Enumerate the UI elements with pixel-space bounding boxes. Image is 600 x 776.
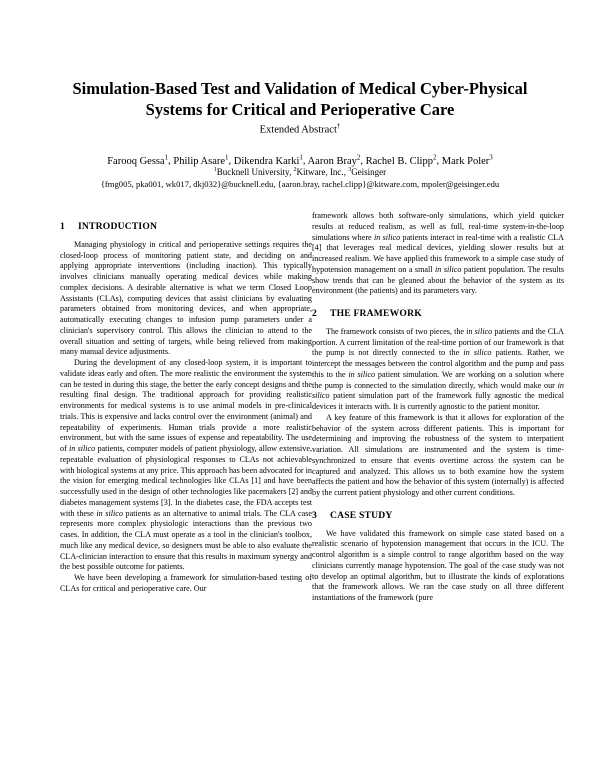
affiliation: Kitware, Inc. (296, 167, 344, 177)
paper-subtitle (40, 122, 560, 136)
author: Philip Asare$^1$ (173, 153, 229, 167)
author-list: Farooq Gessa$^1$, Philip Asare$^1$, Dikendra Karki$^1$, Aaron Bray$^2$, Rachel B. Clipp$^2$, Mark Poler$^3$ (107, 153, 493, 167)
title-line-2: Systems for Critical and Perioperative Care (145, 100, 455, 119)
section-heading-case-study: 3 CASE STUDY (312, 509, 393, 521)
author: Aaron Bray$^2$ (307, 153, 361, 167)
title-line-1: Simulation-Based Test and Validation of Medical Cyber-Physical (72, 79, 528, 98)
framework-paragraph-2: A key feature of this framework is that it allows for exploration of the behavior of the system across different patients. This is important for determining and improving the robustness of the system to interpatient variation. All simulations are instrumented and the system is time-synchronized to ensure that events overtime across the system can be captured and analyzed. This allows us to both examine how the system affects the patient and how the behavior of this system (internally) is affected by the current patient physiology and other current conditions. (312, 412, 564, 497)
affiliation: Bucknell University (216, 167, 289, 177)
author-emails: {fmg005, pka001, wk017, dkj032}@bucknell.edu, {aaron.bray, rachel.clipp}@kitware.com, mpoler@geisinger.edu (100, 179, 500, 189)
paper-title (40, 78, 560, 120)
subtitle-text: Extended Abstract (259, 124, 337, 136)
author: Farooq Gessa$^1$ (107, 153, 169, 167)
right-column (312, 211, 564, 604)
intro-paragraph-1: Managing physiology in critical and perioperative settings requires the closed-loop process of monitoring patient state, and deciding on and applying appropriate interventions (including inaction). This typically involves clinicians manually operating medical devices while making complex decisions. A desirable alternative is what we term Closed Loop Assistants (CLAs), computing devices that assist clinicians by evaluating parameters obtained from monitoring devices, and when appropriate, automatically executing changes to infusion pump parameters under a clinician's supervisory control. This allows the clinician to attend to the overall situation and setting of targets, while being relieved from making many manual device adjustments. (60, 239, 312, 357)
left-column (60, 222, 312, 595)
author: Dikendra Karki$^1$ (233, 153, 303, 167)
subtitle-footnote-mark: † (336, 122, 341, 130)
affiliations: $^1$Bucknell University, $^2$Kitware, Inc., $^3$Geisinger (213, 167, 387, 177)
framework-paragraph-1: The framework consists of two pieces, the in silico patients and the CLA portion. A current limitation of the real-time portion of our framework is that the pump is not directly connected to the in silico patients. Rather, we intercept the messages between the control algorithm and the pump and pass this to the in silico patient simulation. We are working on a solution where the pump is connected to the simulation directly, which would make our in silico patient simulation part of the framework fully agnostic the medical devices it interacts with. It is currently agnostic to the patient monitor. (312, 326, 564, 411)
intro-paragraph-2: During the development of any closed-loop system, it is important to validate ideas early and often. The more realistic the environment the system can be tested in during this stage, the better the early concept designs and the resulting final design. The traditional approach for providing realistic environments for medical systems is to use animal models in pre-clinical trials. This is expensive and lacks control over the environment (animal) and repeatability of experiments. Human trials provide a more realistic environment, but with the same issues of expense and repeatability. The use of in silico patients, computer models of patient physiology, allow extensive, repeatable evaluation of physiological responses to CLAs not achievable with biological systems at any price. This approach has been advocated for in the vision for emerging medical technologies like CLAs [1] and have been successfully used in the design of other technologies like pacemakers [2] and diabetes management systems [3]. In the diabetes case, the FDA accepts test with these in silico patients as an alternative to animal trials. The CLA case represents more complex physiologic interactions than the previous two cases. In addition, the CLA must operate as a tool in the clinician's toolbox, much like any medical device, so designers must be able to also evaluate the CLA-clinician interaction to ensure that this results in maximum synergy and the best possible outcome for patients. (60, 358, 313, 572)
section-heading-introduction: 1 INTRODUCTION (60, 221, 158, 232)
case-study-paragraph-1: We have validated this framework on simple case stated based on a realistic scenario of hypotension management that occurs in the ICU. The control algorithm is a simple control to range algorithm based on the way clinicians currently manage hypotension. The goal of the case study was not to develop an optimal algorithm, but to illustrate the kinds of explorations that the framework allows. We ran the case study on all three different instantiations of the framework (pure (312, 528, 564, 602)
intro-paragraph-3: We have been developing a framework for simulation-based testing of CLAs for critical and perioperative care. Our (60, 573, 312, 593)
author: Rachel B. Clipp$^2$ (365, 153, 437, 167)
author: Mark Poler$^3$ (441, 153, 493, 167)
section-heading-framework: 2 THE FRAMEWORK (312, 308, 422, 319)
intro-continuation: framework allows both software-only simulations, which yield quicker results at reduced realism, as well as full, real-time system-in-the-loop simulations where in silico patients interact in real-time with a realistic CLA [4] that leverages real medical devices, yielding slower results but at increased realism. We have applied this framework to a simple case study of hypotension management on a small in silico patient population. The results show trends that can be gleaned about the behavior of the system as its environment (the patients) and its parameters vary. (312, 211, 564, 296)
affiliation: Geisinger (351, 167, 387, 177)
